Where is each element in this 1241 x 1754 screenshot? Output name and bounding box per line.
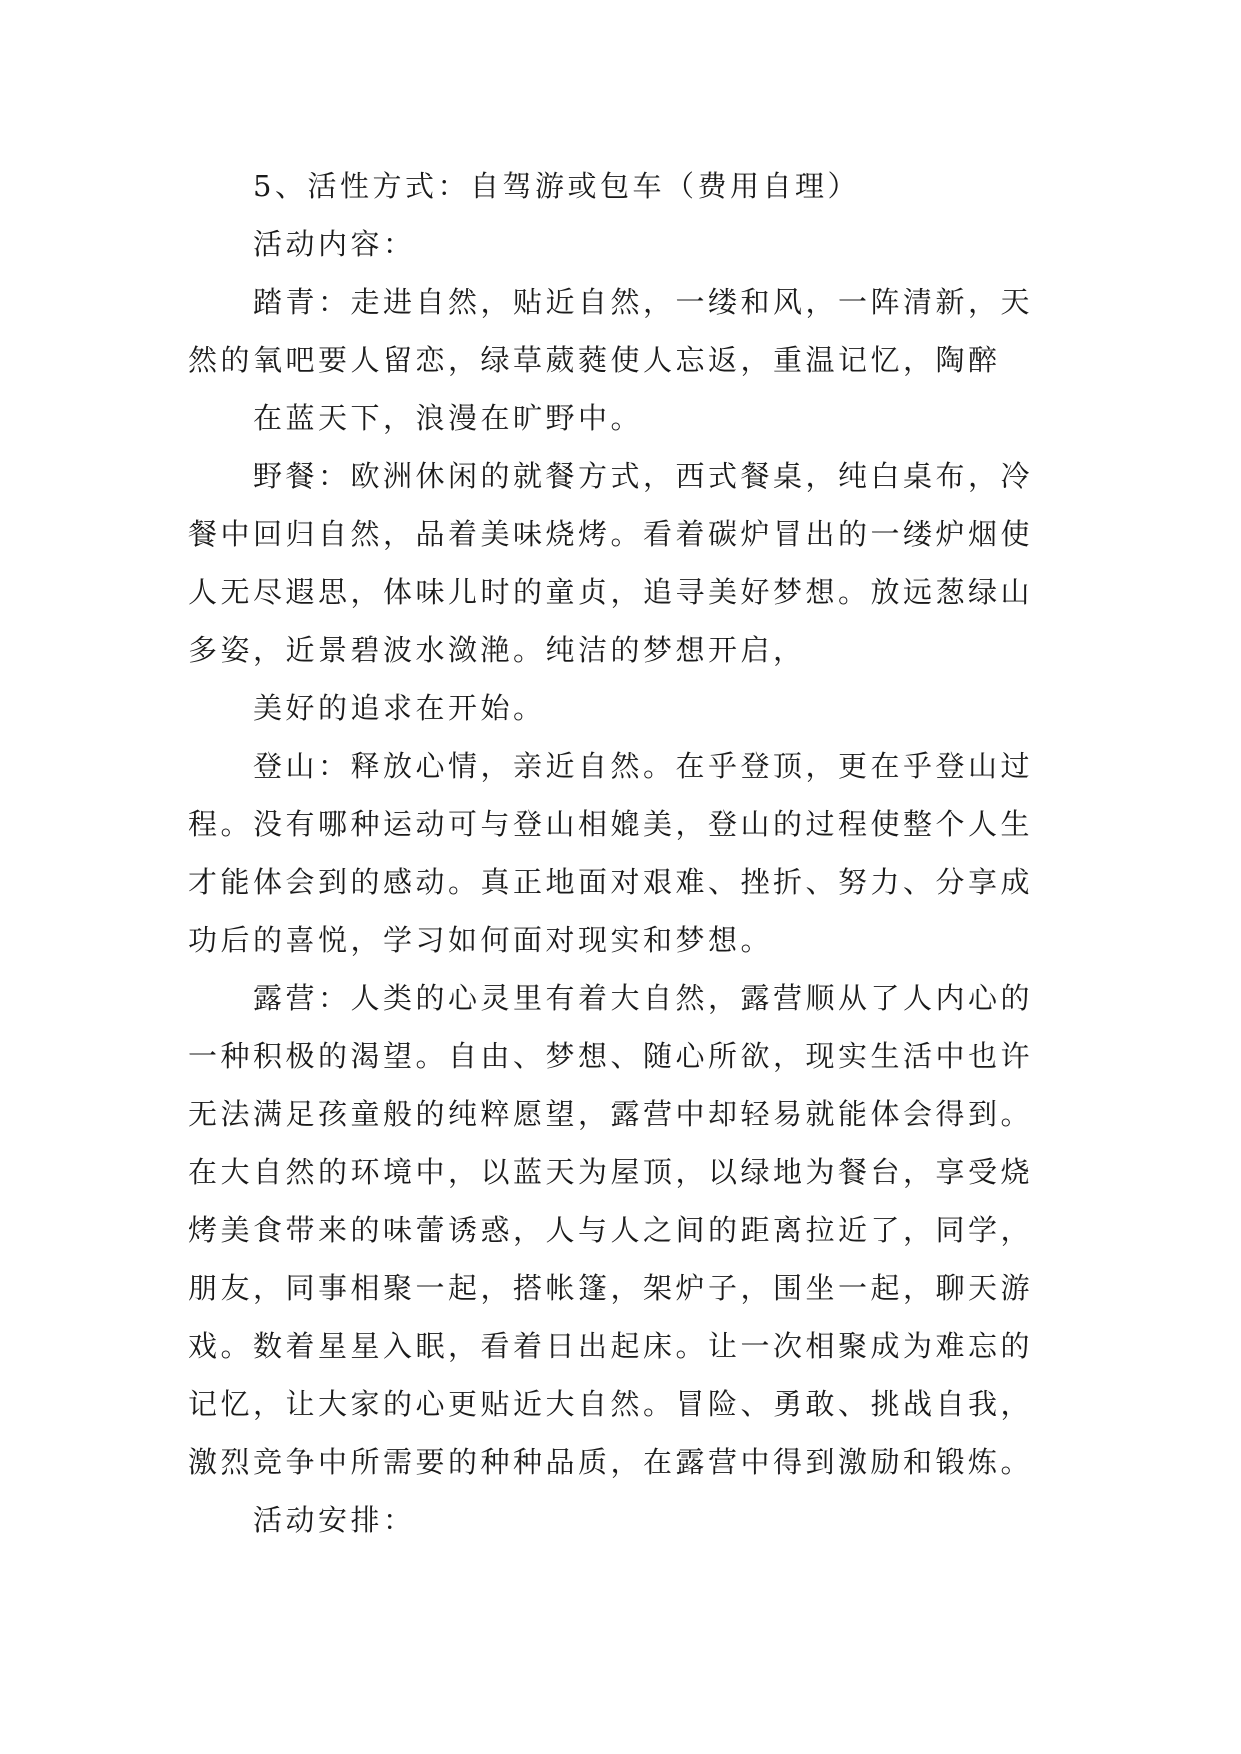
text-line-picnic-3: 人无尽遐思，体味儿时的童贞，追寻美好梦想。放远葱绿山: [188, 575, 1034, 609]
text-line-camping-6: 朋友，同事相聚一起，搭帐篷，架炉子，围坐一起，聊天游: [188, 1271, 1034, 1305]
text-line-outing-2: 然的氧吧要人留恋，绿草葳蕤使人忘返，重温记忆，陶醉: [188, 343, 1001, 377]
text-line-climbing-3: 才能体会到的感动。真正地面对艰难、挫折、努力、分享成: [188, 865, 1034, 899]
text-line-camping-3: 无法满足孩童般的纯粹愿望，露营中却轻易就能体会得到。: [188, 1097, 1034, 1131]
text-line-camping-9: 激烈竞争中所需要的种种品质，在露营中得到激励和锻炼。: [188, 1445, 1034, 1479]
text-line-climbing-2: 程。没有哪种运动可与登山相媲美，登山的过程使整个人生: [188, 807, 1034, 841]
text-line-picnic-1: 野餐：欧洲休闲的就餐方式，西式餐桌，纯白桌布，冷: [253, 459, 1034, 493]
text-line-camping-2: 一种积极的渴望。自由、梦想、随心所欲，现实生活中也许: [188, 1039, 1034, 1073]
text-line-climbing-4: 功后的喜悦，学习如何面对现实和梦想。: [188, 923, 774, 957]
text-line-camping-5: 烤美食带来的味蕾诱惑，人与人之间的距离拉近了，同学，: [188, 1213, 1034, 1247]
text-line-outing-3: 在蓝天下，浪漫在旷野中。: [253, 401, 644, 435]
text-line-outing-1: 踏青：走进自然，贴近自然，一缕和风，一阵清新，天: [253, 285, 1034, 319]
text-line-activity-heading: 活动内容：: [253, 227, 416, 261]
text-line-transport: 5、活性方式：自驾游或包车（费用自理）: [253, 169, 860, 203]
text-line-camping-8: 记忆，让大家的心更贴近大自然。冒险、勇敢、挑战自我，: [188, 1387, 1034, 1421]
text-line-camping-4: 在大自然的环境中，以蓝天为屋顶，以绿地为餐台，享受烧: [188, 1155, 1034, 1189]
text-line-camping-7: 戏。数着星星入眠，看着日出起床。让一次相聚成为难忘的: [188, 1329, 1034, 1363]
text-line-picnic-2: 餐中回归自然，品着美味烧烤。看着碳炉冒出的一缕炉烟使: [188, 517, 1034, 551]
text-line-schedule-heading: 活动安排：: [253, 1503, 416, 1537]
text-line-picnic-5: 美好的追求在开始。: [253, 691, 546, 725]
text-line-camping-1: 露营：人类的心灵里有着大自然，露营顺从了人内心的: [253, 981, 1034, 1015]
text-line-picnic-4: 多姿，近景碧波水潋滟。纯洁的梦想开启，: [188, 633, 806, 667]
text-line-climbing-1: 登山：释放心情，亲近自然。在乎登顶，更在乎登山过: [253, 749, 1034, 783]
